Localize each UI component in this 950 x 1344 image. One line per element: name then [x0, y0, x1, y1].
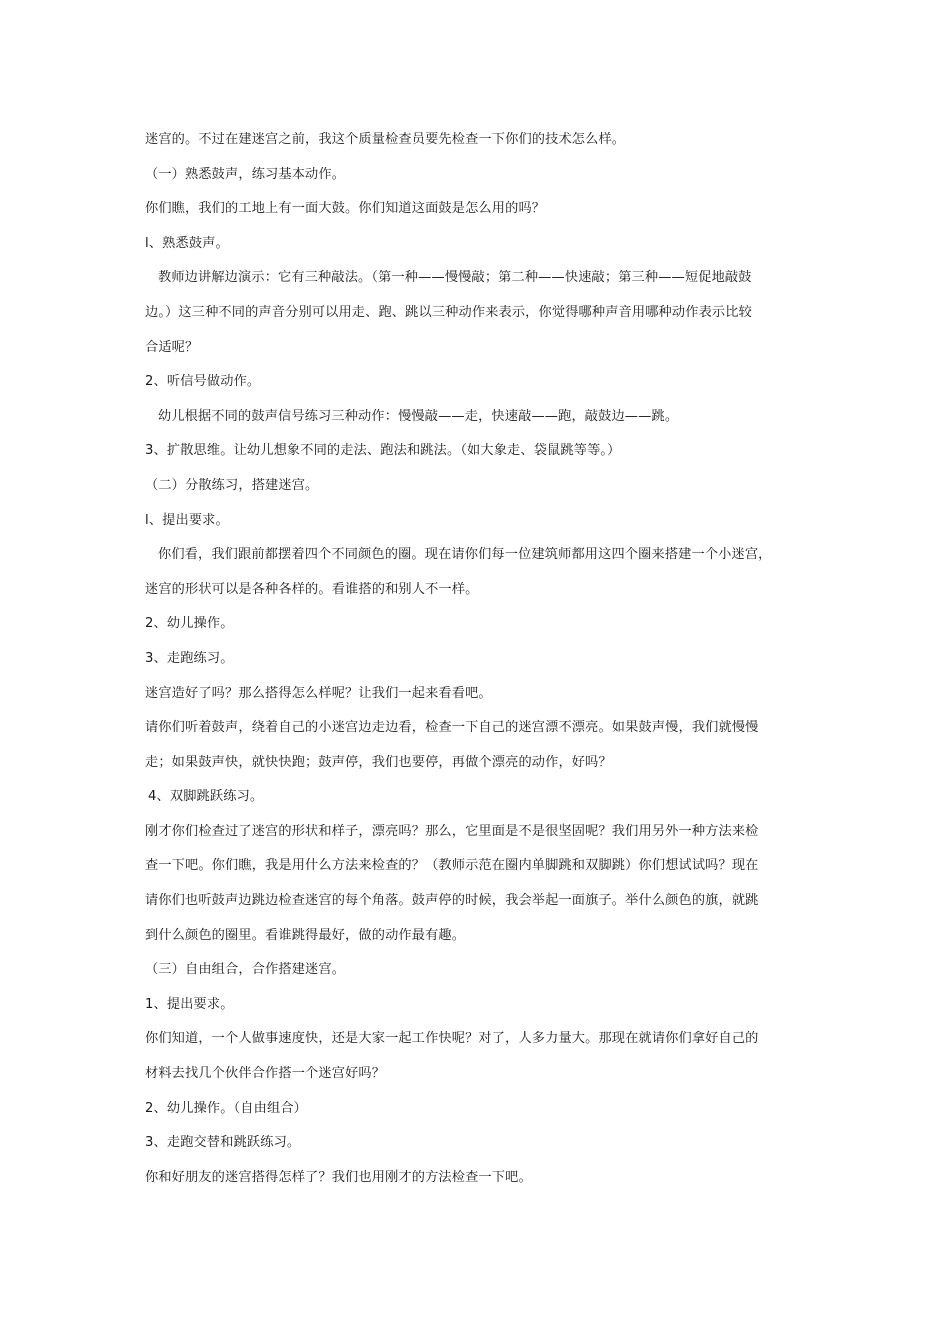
paragraph-line: 请你们也听鼓声边跳边检查迷宫的每个角落。鼓声停的时候，我会举起一面旗子。举什么颜色的旗，就跳	[145, 893, 759, 909]
subsection-heading: 4、双脚跳跃练习。	[148, 789, 264, 805]
paragraph-line: 教师边讲解边演示：它有三种敲法。（第一种——慢慢敲；第二种——快速敲；第三种——短促地敲鼓	[158, 270, 752, 286]
subsection-heading: 3、扩散思维。让幼儿想象不同的走法、跑法和跳法。（如大象走、袋鼠跳等等。）	[145, 443, 621, 459]
subsection-heading: 1、提出要求。	[145, 996, 234, 1012]
paragraph-line: 迷宫造好了吗？那么搭得怎么样呢？让我们一起来看看吧。	[145, 685, 492, 701]
paragraph-line: 你们瞧，我们的工地上有一面大鼓。你们知道这面鼓是怎么用的吗？	[145, 201, 546, 217]
paragraph-line: 迷宫的形状可以是各种各样的。看谁搭的和别人不一样。	[145, 581, 479, 597]
paragraph-line: 刚才你们检查过了迷宫的形状和样子，漂亮吗？那么，它里面是不是很坚固呢？我们用另外一种方法来检	[145, 823, 759, 839]
paragraph-line: 你们知道，一个人做事速度快，还是大家一起工作快呢？对了，人多力量大。那现在就请你们拿好自己的	[145, 1031, 759, 1047]
paragraph-line: 边。）这三种不同的声音分别可以用走、跑、跳以三种动作来表示，你觉得哪种声音用哪种动作表示比较	[145, 304, 752, 320]
document-body	[145, 123, 815, 1195]
subsection-heading: 2、听信号做动作。	[145, 374, 261, 390]
subsection-heading: 3、走跑交替和跳跃练习。	[145, 1135, 301, 1151]
section-heading: （二）分散练习，搭建迷宫。	[145, 477, 319, 493]
section-heading: （一）熟悉鼓声，练习基本动作。	[145, 166, 346, 182]
section-heading: （三）自由组合，合作搭建迷宫。	[145, 962, 346, 978]
paragraph-line: 到什么颜色的圈里。看谁跳得最好，做的动作最有趣。	[145, 927, 466, 943]
subsection-heading: 2、幼儿操作。（自由组合）	[145, 1100, 307, 1116]
paragraph-line: 请你们听着鼓声，绕着自己的小迷宫边走边看，检查一下自己的迷宫漂不漂亮。如果鼓声慢，我们就慢慢	[145, 720, 759, 736]
paragraph-line: 材料去找几个伙伴合作搭一个迷宫好吗？	[145, 1066, 386, 1082]
subsection-heading: 3、走跑练习。	[145, 650, 234, 666]
paragraph-line: 走；如果鼓声快，就快快跑；鼓声停，我们也要停，再做个漂亮的动作，好吗？	[145, 754, 612, 770]
paragraph-line: 幼儿根据不同的鼓声信号练习三种动作：慢慢敲——走，快速敲——跑，敲鼓边——跳。	[158, 408, 679, 424]
paragraph-line: 迷宫的。不过在建迷宫之前，我这个质量检查员要先检查一下你们的技术怎么样。	[145, 132, 626, 147]
subsection-heading: l、提出要求。	[145, 512, 229, 528]
subsection-heading: 2、幼儿操作。	[145, 616, 234, 632]
paragraph-line: 合适呢？	[145, 339, 199, 355]
subsection-heading: l、熟悉鼓声。	[145, 235, 229, 251]
paragraph-line: 你们看，我们跟前都摆着四个不同颜色的圈。现在请你们每一位建筑师都用这四个圈来搭建一个小迷宫，	[158, 547, 772, 563]
paragraph-line: 你和好朋友的迷宫搭得怎样了？我们也用刚才的方法检查一下吧。	[145, 1169, 532, 1185]
paragraph-line: 查一下吧。你们瞧，我是用什么方法来检查的？（教师示范在圈内单脚跳和双脚跳）你们想试试吗？现在	[145, 858, 759, 874]
